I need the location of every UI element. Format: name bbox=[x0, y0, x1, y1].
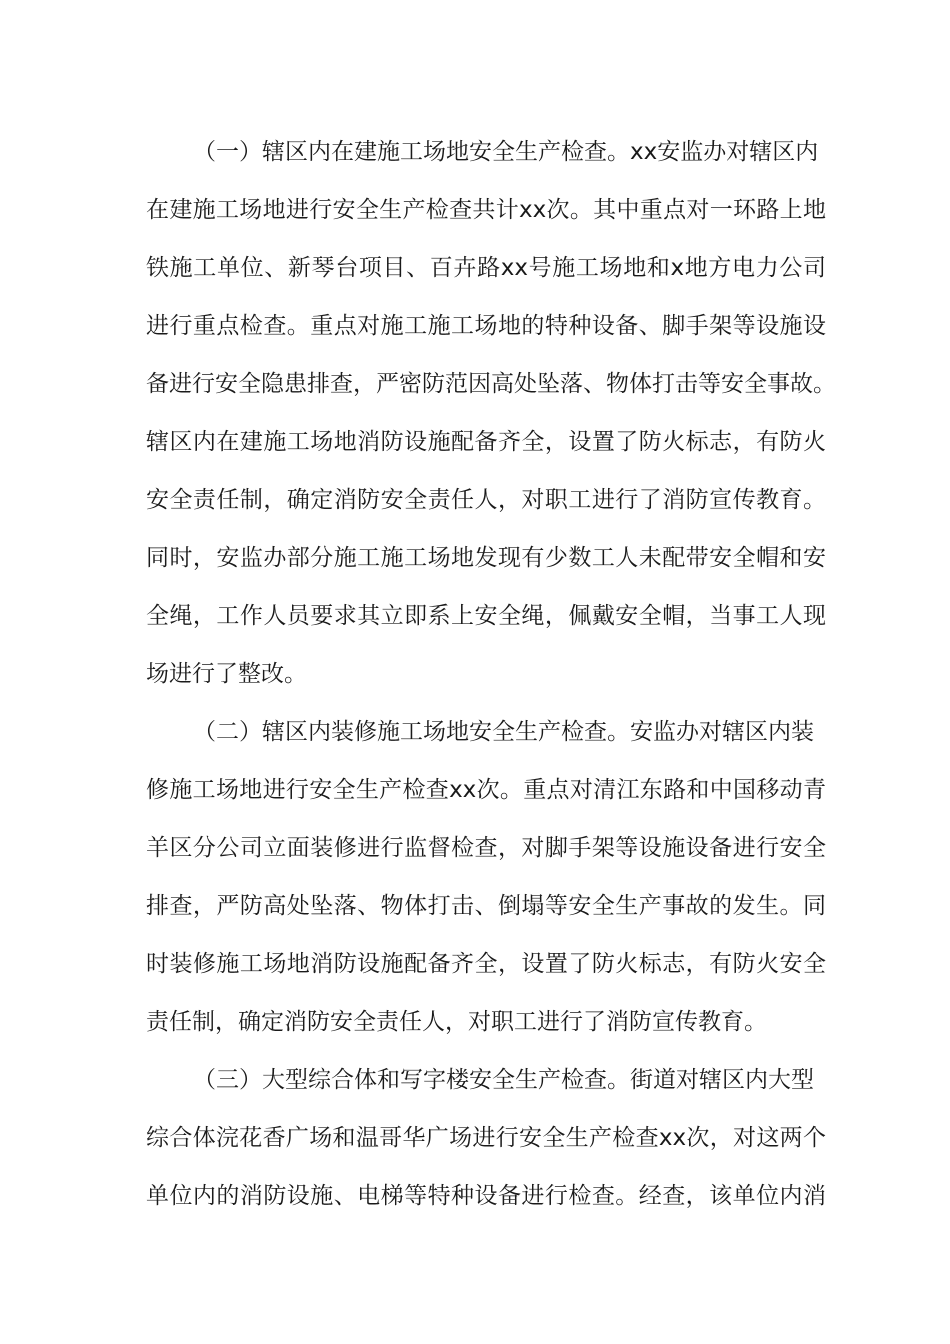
paragraph-2-line-5: 时装修施工场地消防设施配备齐全，设置了防火标志，有防火安全 bbox=[146, 951, 826, 977]
paragraph-1-line-10: 场进行了整改。 bbox=[146, 661, 307, 687]
paragraph-1-line-9: 全绳，工作人员要求其立即系上安全绳，佩戴安全帽，当事工人现 bbox=[146, 603, 826, 629]
paragraph-1-line-7: 安全责任制，确定消防安全责任人，对职工进行了消防宣传教育。 bbox=[146, 487, 826, 513]
paragraph-2-line-4: 排查，严防高处坠落、物体打击、倒塌等安全生产事故的发生。同 bbox=[146, 893, 826, 919]
paragraph-1-line-8: 同时，安监办部分施工施工场地发现有少数工人未配带安全帽和安 bbox=[146, 545, 826, 571]
paragraph-1-line-2: 在建施工场地进行安全生产检查共计xx次。其中重点对一环路上地 bbox=[146, 197, 826, 223]
paragraph-3-line-2: 综合体浣花香广场和温哥华广场进行安全生产检查xx次，对这两个 bbox=[146, 1125, 826, 1151]
paragraph-1-line-5: 备进行安全隐患排查，严密防范因高处坠落、物体打击等安全事故。 bbox=[146, 371, 836, 397]
paragraph-2-line-6: 责任制，确定消防安全责任人，对职工进行了消防宣传教育。 bbox=[146, 1009, 767, 1035]
paragraph-3-line-3: 单位内的消防设施、电梯等特种设备进行检查。经查，该单位内消 bbox=[146, 1183, 826, 1209]
paragraph-3-line-1: （三）大型综合体和写字楼安全生产检查。街道对辖区内大型 bbox=[193, 1067, 814, 1093]
paragraph-1-line-3: 铁施工单位、新琴台项目、百卉路xx号施工场地和x地方电力公司 bbox=[146, 255, 826, 281]
paragraph-2-line-2: 修施工场地进行安全生产检查xx次。重点对清江东路和中国移动青 bbox=[146, 777, 826, 803]
paragraph-1-line-6: 辖区内在建施工场地消防设施配备齐全，设置了防火标志，有防火 bbox=[146, 429, 826, 455]
paragraph-1-line-4: 进行重点检查。重点对施工施工场地的特种设备、脚手架等设施设 bbox=[146, 313, 826, 339]
paragraph-1-line-1: （一）辖区内在建施工场地安全生产检查。xx安监办对辖区内 bbox=[193, 139, 819, 165]
paragraph-2-line-1: （二）辖区内装修施工场地安全生产检查。安监办对辖区内装 bbox=[193, 719, 814, 745]
paragraph-2-line-3: 羊区分公司立面装修进行监督检查，对脚手架等设施设备进行安全 bbox=[146, 835, 826, 861]
